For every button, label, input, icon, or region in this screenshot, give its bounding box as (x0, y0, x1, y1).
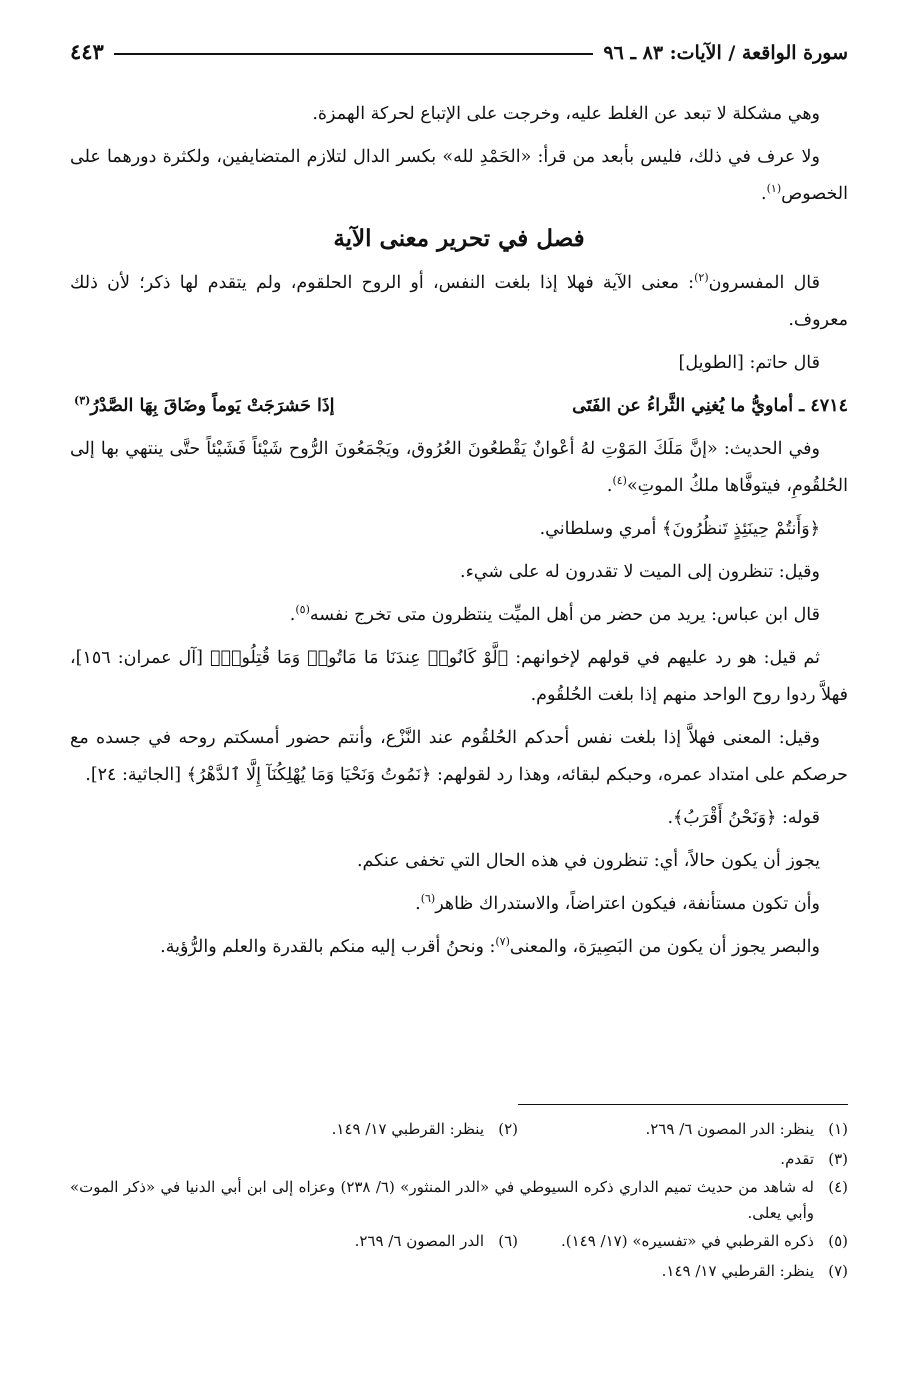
footnote-text: ينظر: القرطبي ١٧/ ١٤٩. (331, 1120, 484, 1138)
footnote-number: (٤) (828, 1178, 848, 1196)
footnote-7 (70, 1258, 848, 1284)
footnote-2 (332, 1116, 518, 1142)
footnote-number: (٥) (828, 1232, 848, 1250)
footnote-row (70, 1116, 848, 1144)
paragraph-10 (70, 720, 848, 794)
footnote-1 (518, 1116, 848, 1142)
paragraph-text: وفي الحديث: «إنَّ مَلَكَ المَوْتِ لهُ أعْوانٌ يَقْطعُونَ العُرُوق، ويَجْمَعُونَ الرُّوح شَيْئاً فَشَيْئاً حتَّى ينتهي بها إلى الحُلقُومِ، فيتوفَّاها ملكُ الموتِ» (70, 439, 848, 496)
verse-second-hemistich (70, 388, 335, 425)
footnote-text: تقدم. (780, 1150, 814, 1168)
paragraph-end: . (289, 605, 296, 625)
footnote-row (70, 1228, 848, 1256)
paragraph-text: ثم قيل: هو رد عليهم في قولهم لإخوانهم: ﴿لَّوْ كَانُوا۟ عِندَنَا مَا مَاتُوا۟ وَمَا قُتِلُوا۟﴾ [آل عمران: ١٥٦]، فهلاَّ ردوا روح الواحد منهم إذا بلغت الحُلقُوم. (70, 648, 848, 705)
chapter-title: سورة الواقعة / الآيات: ٨٣ ـ ٩٦ (603, 42, 848, 64)
paragraph-text: ولا عرف في ذلك، فليس بأبعد من قرأ: «الحَمْدِ لله» بكسر الدال لتلازم المتضايفين، ولكثرة دورهما على الخصوص (70, 147, 848, 204)
footnote-number: (٣) (828, 1150, 848, 1168)
page-number: ٤٤٣ (70, 39, 104, 64)
footnote-ref: (٢) (694, 271, 709, 285)
paragraph-end: . (606, 476, 613, 496)
paragraph-text: وقيل: تنظرون إلى الميت لا تقدرون له على شيء. (460, 562, 820, 582)
paragraph-text: وقيل: المعنى فهلاَّ إذا بلغت نفس أحدكم الحُلقُوم عند النَّزْع، وأنتم حضور أمسكتم روحه في جسده مع حرصكم على امتداد عمره، وحبكم لبقائه، وهذا رد لقولهم: ﴿نَمُوتُ وَنَحْيَا وَمَا يُهْلِكُنَآ إِلَّا ٱلدَّهْرُ﴾ [الجاثية: ٢٤]. (70, 728, 848, 785)
footnote-number: (١) (828, 1120, 848, 1138)
poem-verse (70, 388, 848, 425)
section-heading: فصل في تحرير معنى الآية (333, 225, 585, 252)
paragraph-9 (70, 640, 848, 714)
footnote-number: (٦) (498, 1232, 518, 1250)
paragraph-text: قال ابن عباس: يريد من حضر من أهل الميِّت ينتظرون متى تخرج نفسه (309, 605, 820, 625)
footnote-text: ينظر: القرطبي ١٧/ ١٤٩. (661, 1262, 814, 1280)
paragraph-8 (70, 597, 848, 634)
paragraph-4 (70, 345, 848, 382)
paragraph-text: وهي مشكلة لا تبعد عن الغلط عليه، وخرجت على الإتباع لحركة الهمزة. (312, 104, 820, 124)
header-rule (114, 53, 594, 55)
verse-first-hemistich: ٤٧١٤ ـ أماويُّ ما يُغنِي الثَّراءُ عن الفَتَى (572, 396, 848, 416)
paragraph-3 (70, 265, 848, 339)
footnote-5 (518, 1228, 848, 1254)
paragraph-end: . (761, 184, 767, 204)
footnotes (70, 1116, 848, 1286)
paragraph-text: ﴿وَأَنتُمْ حِينَئِذٍ تَنظُرُونَ﴾ أمري وسلطاني. (539, 519, 820, 539)
running-header (70, 30, 848, 64)
paragraph-text: قال حاتم: [الطويل] (678, 353, 820, 373)
paragraph-text: قال المفسرون (708, 273, 820, 293)
paragraph-12 (70, 843, 848, 880)
footnote-3 (70, 1146, 848, 1172)
footnote-ref: (١) (766, 182, 782, 196)
footnote-text: الدر المصون ٦/ ٢٦٩. (354, 1232, 484, 1250)
paragraph-14 (70, 929, 848, 966)
main-text (70, 96, 848, 972)
footnote-ref: (٣) (74, 394, 91, 408)
footnote-number: (٧) (828, 1262, 848, 1280)
paragraph-end: . (415, 894, 421, 914)
footnote-4 (70, 1174, 848, 1226)
paragraph-11 (70, 800, 848, 837)
paragraph-13 (70, 886, 848, 923)
footnote-text: له شاهد من حديث تميم الداري ذكره السيوطي في «الدر المنثور» (٦/ ٢٣٨) وعزاه إلى ابن أبي الدنيا في «ذكر الموت» وأبي يعلى. (70, 1178, 814, 1222)
footnote-number: (٢) (498, 1120, 518, 1138)
footnote-text: ينظر: الدر المصون ٦/ ٢٦٩. (645, 1120, 814, 1138)
paragraph-5 (70, 431, 848, 505)
paragraph-6 (70, 511, 848, 548)
footnote-ref: (٥) (295, 603, 310, 617)
paragraph-text: والبصر يجوز أن يكون من البَصِيرَة، والمعنى (509, 937, 820, 957)
paragraph-text: وأن تكون مستأنفة، فيكون اعتراضاً، والاستدراك ظاهر (435, 894, 820, 914)
footnote-ref: (٦) (420, 892, 436, 906)
paragraph-2 (70, 139, 848, 213)
footnote-text: ذكره القرطبي في «تفسيره» (١٧/ ١٤٩). (560, 1232, 814, 1250)
paragraph-text: يجوز أن يكون حالاً، أي: تنظرون في هذه الحال التي تخفى عنكم. (356, 851, 820, 871)
paragraph-7 (70, 554, 848, 591)
footnote-6 (355, 1228, 518, 1254)
footnote-separator (518, 1104, 848, 1105)
footnote-ref: (٤) (612, 474, 627, 488)
verse-text: إذَا حَشرَجَتْ يَوماً وضَاقَ بِهَا الصَّدْرُ (90, 396, 335, 416)
paragraph-text: : ونحنُ أقرب إليه منكم بالقدرة والعلم والرُّؤية. (160, 937, 496, 957)
paragraph-1 (70, 96, 848, 133)
paragraph-text: : معنى الآية فهلا إذا بلغت النفس، أو الروح الحلقوم، ولم يتقدم لها ذكر؛ لأن ذلك معروف. (70, 273, 848, 330)
footnote-ref: (٧) (495, 935, 510, 949)
paragraph-text: قوله: ﴿وَنَحْنُ أَقْرَبُ﴾. (667, 808, 820, 828)
